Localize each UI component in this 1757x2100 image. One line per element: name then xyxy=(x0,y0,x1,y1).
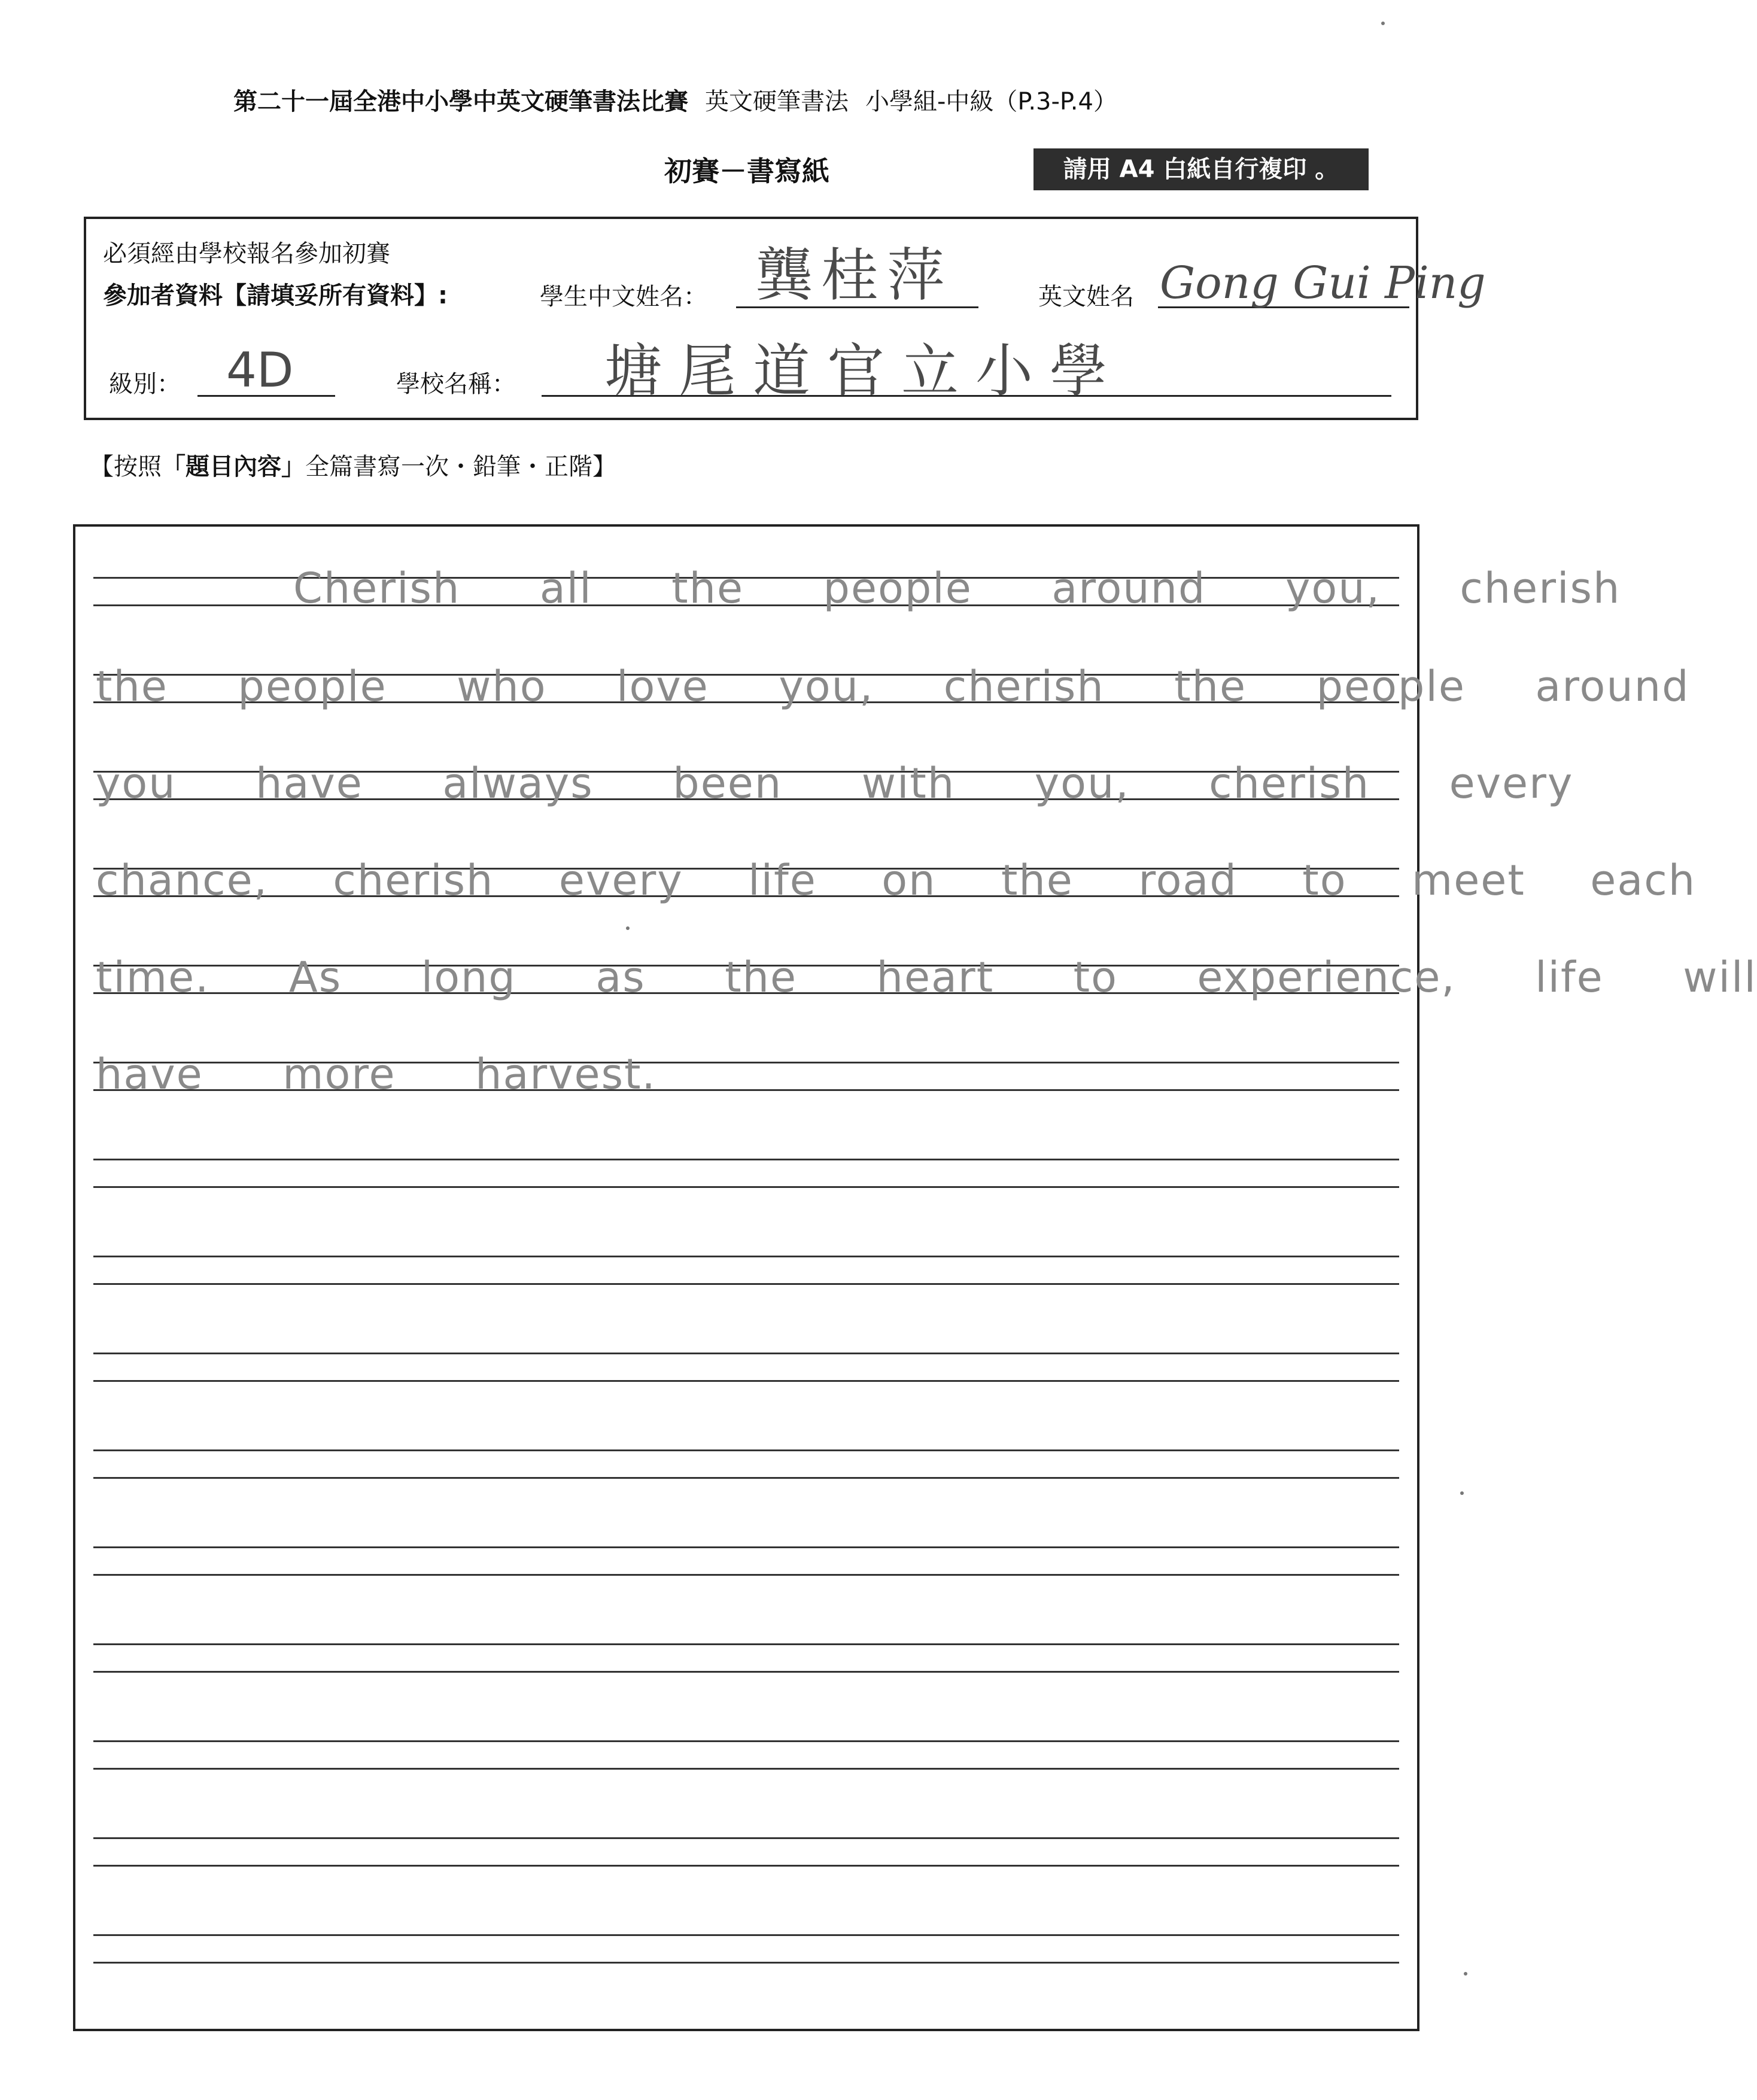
writing-rule xyxy=(93,1159,1399,1160)
handwriting-line: you have always been with you, cherish every xyxy=(96,759,1574,808)
chinese-name-value[interactable]: 龔桂萍 xyxy=(755,242,953,309)
print-notice-badge: 請用 A4 白紙自行複印 。 xyxy=(1033,148,1369,190)
school-name-value[interactable]: 塘尾道官立小學 xyxy=(604,338,1124,405)
writing-rule xyxy=(93,1671,1399,1673)
school-name-label: 學校名稱： xyxy=(396,370,516,398)
writing-rule xyxy=(93,1740,1399,1742)
chinese-name-label: 學生中文姓名： xyxy=(540,283,707,311)
english-name-value[interactable]: Gong Gui Ping xyxy=(1160,257,1486,309)
competition-heading xyxy=(233,83,1117,117)
writing-rule xyxy=(93,1477,1399,1479)
scan-speck xyxy=(1464,1972,1467,1976)
scan-speck xyxy=(626,926,630,930)
writing-rule xyxy=(93,1283,1399,1285)
writing-rule xyxy=(93,1768,1399,1770)
school-registration-note: 必須經由學校報名參加初賽 xyxy=(103,240,390,268)
class-label: 級別： xyxy=(109,370,181,398)
scan-speck xyxy=(1460,1491,1464,1495)
scan-speck xyxy=(1381,22,1385,25)
handwriting-line: have more harvest. xyxy=(96,1050,656,1099)
writing-rule xyxy=(93,1353,1399,1354)
writing-rule xyxy=(93,1643,1399,1645)
handwriting-line: the people who love you, cherish the people around xyxy=(96,662,1690,711)
writing-rule xyxy=(93,1380,1399,1382)
writing-rule xyxy=(93,1449,1399,1451)
writing-rule xyxy=(93,1574,1399,1576)
writing-area-frame xyxy=(73,524,1757,2031)
handwriting-line: chance, cherish every life on the road to meet each xyxy=(96,856,1697,905)
division-label: 小學組-中級（P.3-P.4） xyxy=(865,88,1117,116)
writing-rule xyxy=(93,1837,1399,1839)
writing-rule xyxy=(93,1546,1399,1548)
handwriting-line: time. As long as the heart to experience, life will xyxy=(96,953,1757,1002)
participant-info-label: 參加者資料【請填妥所有資料】: xyxy=(103,282,448,309)
handwriting-line: Cherish all the people around you, cherish xyxy=(293,564,1621,613)
instruction-emphasis: 「題目內容」 xyxy=(162,453,305,481)
stage-title: 初賽－書寫紙 xyxy=(664,155,829,187)
writing-rule xyxy=(93,1962,1399,1964)
class-value[interactable]: 4D xyxy=(226,342,294,398)
writing-rule xyxy=(93,1934,1399,1936)
writing-rule xyxy=(93,1256,1399,1257)
english-name-label: 英文姓名 xyxy=(1038,283,1134,311)
writing-rule xyxy=(93,1186,1399,1188)
writing-instruction: 【按照「題目內容」全篇書寫一次・鉛筆・正階】 xyxy=(90,453,616,481)
category-label: 英文硬筆書法 xyxy=(705,88,849,116)
competition-title: 第二十一屆全港中小學中英文硬筆書法比賽 xyxy=(233,88,688,116)
writing-rule xyxy=(93,1865,1399,1867)
